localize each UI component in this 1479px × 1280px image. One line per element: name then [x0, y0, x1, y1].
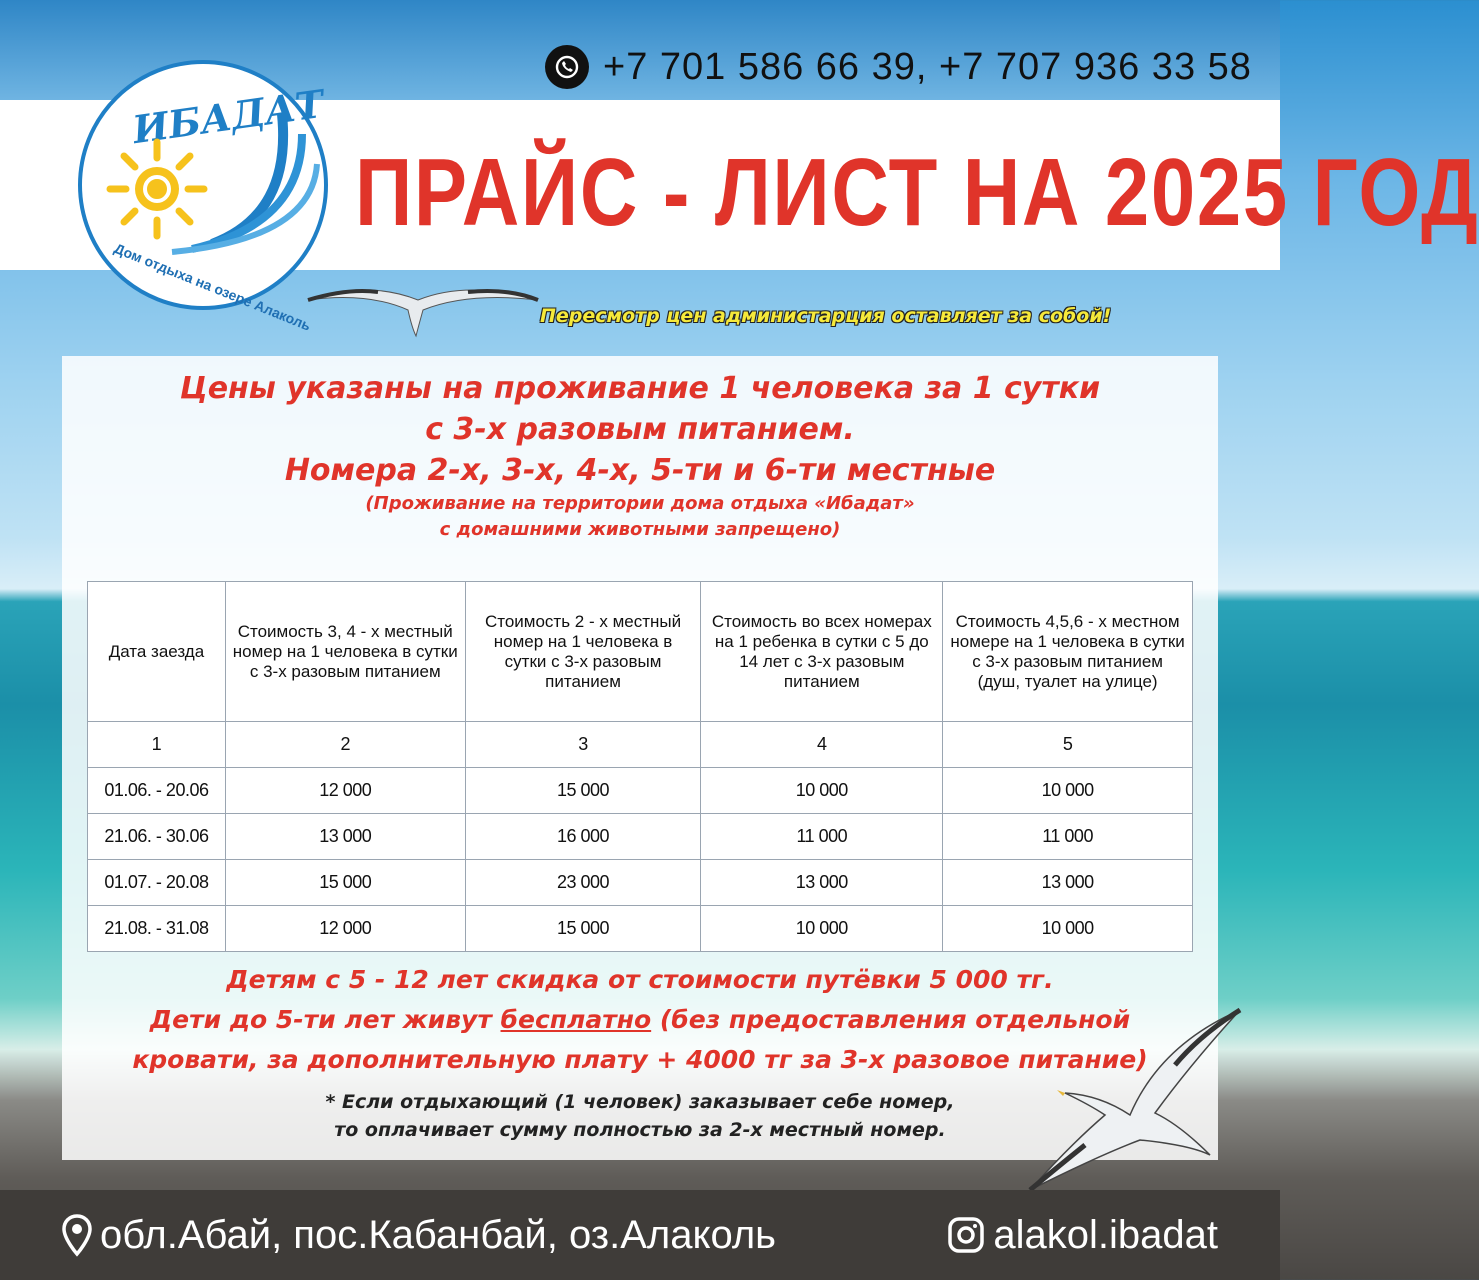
instagram-handle[interactable]: alakol.ibadat	[993, 1212, 1218, 1257]
column-number-row	[88, 722, 1193, 768]
page-title: ПРАЙС - ЛИСТ НА 2025 ГОД	[355, 139, 1479, 246]
free-stay-prefix: Дети до 5-ти лет живут	[149, 1005, 501, 1034]
table-cell: 1	[88, 722, 226, 768]
column-header: Стоимость во всех номерах на 1 ребенка в сутки с 5 до 14 лет с 3-х разовым питанием	[701, 582, 943, 722]
table-cell: 12 000	[225, 768, 465, 814]
bottom-bar	[0, 1190, 1280, 1280]
table-cell: 16 000	[465, 814, 701, 860]
phone-numbers[interactable]: +7 701 586 66 39, +7 707 936 33 58	[603, 45, 1252, 88]
table-cell: 11 000	[943, 814, 1193, 860]
table-cell: 5	[943, 722, 1193, 768]
intro-line-2: с 3-х разовым питанием.	[425, 412, 855, 447]
table-cell: 13 000	[701, 860, 943, 906]
column-header: Дата заезда	[88, 582, 226, 722]
table-cell: 12 000	[225, 906, 465, 952]
table-cell: 10 000	[943, 768, 1193, 814]
table-cell: 10 000	[943, 906, 1193, 952]
logo-subtitle: Дом отдыха на озере Алаколь	[112, 240, 314, 334]
intro-line-1: Цены указаны на проживание 1 человека за 1 сутки	[179, 371, 1101, 406]
pets-note-1: (Проживание на территории дома отдыха «Ибадат»	[365, 493, 915, 514]
pets-note-2: с домашними животными запрещено)	[439, 519, 841, 540]
column-header: Стоимость 2 - х местный номер на 1 человека в сутки с 3-х разовым питанием	[465, 582, 701, 722]
table-cell: 10 000	[701, 906, 943, 952]
free-stay-suffix: (без предоставления отдельной	[651, 1005, 1131, 1034]
table-row	[88, 906, 1193, 952]
table-cell: 15 000	[465, 906, 701, 952]
table-cell: 21.06. - 30.06	[88, 814, 226, 860]
instagram-icon	[947, 1216, 985, 1254]
wave-icon	[152, 104, 322, 254]
table-cell: 11 000	[701, 814, 943, 860]
logo-name: ИБАДАТ	[129, 80, 327, 153]
location-pin-icon	[62, 1214, 92, 1256]
seagull-icon	[308, 278, 538, 338]
table-cell: 13 000	[943, 860, 1193, 906]
table-cell: 4	[701, 722, 943, 768]
table-cell: 13 000	[225, 814, 465, 860]
seagull-icon	[1010, 1005, 1250, 1195]
table-cell: 2	[225, 722, 465, 768]
single-note-1: * Если отдыхающий (1 человек) заказывает себе номер,	[325, 1091, 955, 1113]
table-cell: 15 000	[225, 860, 465, 906]
meal-fee-line: кровати, за дополнительную плату + 4000 тг за 3-х разовое питание)	[132, 1045, 1148, 1074]
whatsapp-icon	[545, 45, 589, 89]
address	[62, 1213, 776, 1258]
column-header: Стоимость 3, 4 - х местный номер на 1 человека в сутки с 3-х разовым питанием	[225, 582, 465, 722]
intro-line-3: Номера 2-х, 3-х, 4-х, 5-ти и 6-ти местные	[284, 453, 996, 488]
table-cell: 01.07. - 20.08	[88, 860, 226, 906]
column-header: Стоимость 4,5,6 - х местном номере на 1 человека в сутки с 3-х разовым питанием (душ, туалет на улице)	[943, 582, 1193, 722]
table-cell: 15 000	[465, 768, 701, 814]
table-row	[88, 860, 1193, 906]
address-text: обл.Абай, пос.Кабанбай, оз.Алаколь	[100, 1212, 777, 1257]
free-word: бесплатно	[500, 1005, 652, 1034]
table-cell: 3	[465, 722, 701, 768]
table-header-row	[88, 582, 1193, 722]
child-discount: Детям с 5 - 12 лет скидка от стоимости путёвки 5 000 тг.	[226, 965, 1054, 994]
table-cell: 21.08. - 31.08	[88, 906, 226, 952]
instagram[interactable]	[947, 1213, 1218, 1258]
table-cell: 23 000	[465, 860, 701, 906]
table-cell: 10 000	[701, 768, 943, 814]
logo	[78, 60, 328, 334]
table-row	[88, 814, 1193, 860]
phone-contacts	[545, 42, 1252, 92]
table-row	[88, 768, 1193, 814]
single-note-2: то оплачивает сумму полностью за 2-х местный номер.	[334, 1119, 946, 1141]
price-table	[87, 581, 1193, 952]
price-revision-notice: Пересмотр цен администарция оставляет за собой!	[540, 305, 1112, 327]
table-cell: 01.06. - 20.06	[88, 768, 226, 814]
intro	[62, 368, 1218, 543]
